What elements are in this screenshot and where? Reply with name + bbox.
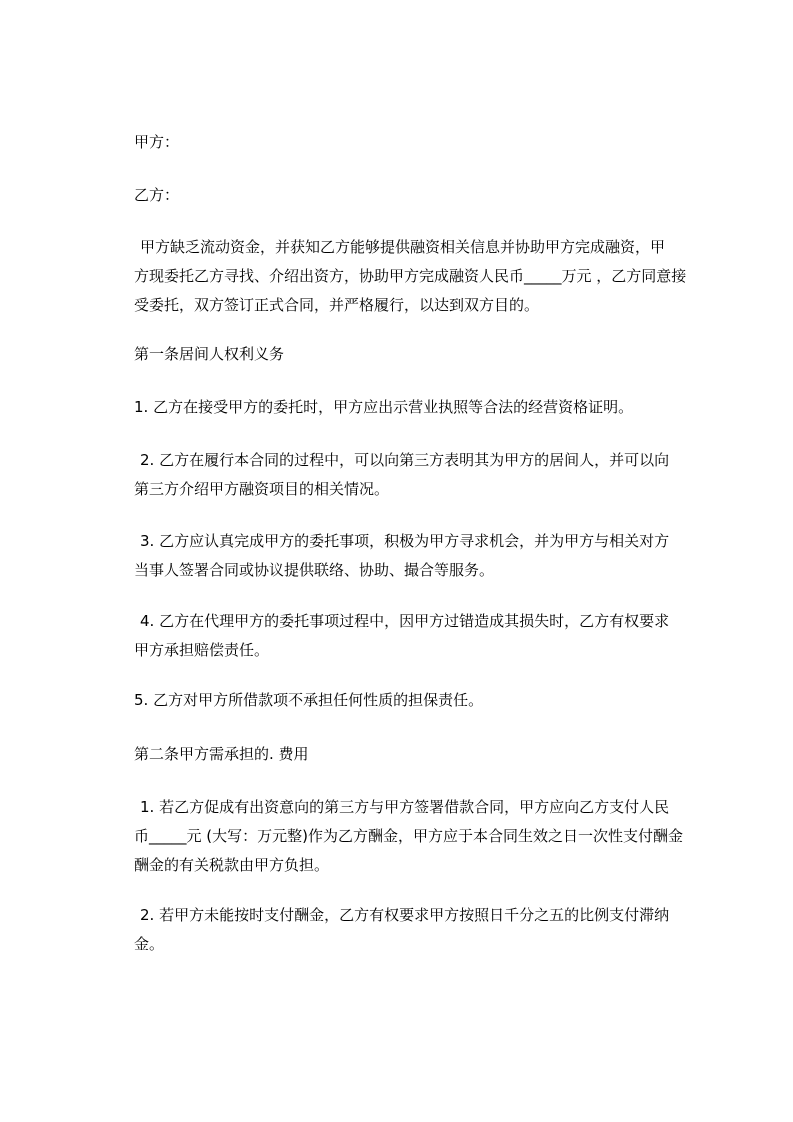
article-1-item-1 [134, 393, 700, 422]
clause-line: 甲方承担赔偿责任。 [134, 641, 270, 659]
clause-line: 2. 乙方在履行本合同的过程中，可以向第三方表明其为甲方的居间人，并可以向 [140, 451, 670, 469]
clause-line: 1. 乙方在接受甲方的委托时，甲方应出示营业执照等合法的经营资格证明。 [134, 398, 634, 416]
clause-line: 3. 乙方应认真完成甲方的委托事项，积极为甲方寻求机会，并为甲方与相关对方 [140, 532, 670, 550]
clause-line: 金。 [134, 935, 165, 953]
article-1-item-2 [134, 446, 700, 504]
clause-line: 5. 乙方对甲方所借款项不承担任何性质的担保责任。 [134, 691, 484, 709]
clause-line: 1. 若乙方促成有出资意向的第三方与甲方签署借款合同，甲方应向乙方支付人民 [140, 798, 670, 816]
clause-line: 币_____元 (大写：万元整)作为乙方酬金，甲方应于本合同生效之日一次性支付酬金 [134, 827, 683, 845]
article-2-item-2 [134, 901, 700, 959]
intro-line: 甲方缺乏流动资金，并获知乙方能够提供融资相关信息并协助甲方完成融资，甲 [140, 238, 666, 256]
article-1-item-5 [134, 686, 700, 715]
article-1-item-3 [134, 527, 700, 585]
clause-line: 当事人签署合同或协议提供联络、协助、撮合等服务。 [134, 561, 495, 579]
intro-line: 方现委托乙方寻找、介绍出资方，协助甲方完成融资人民币_____万元 ，乙方同意接 [134, 267, 687, 285]
article-1-title: 第一条居间人权利义务 [134, 345, 285, 363]
clause-line: 酬金的有关税款由甲方负担。 [134, 856, 330, 874]
intro-line: 受委托，双方签订正式合同，并严格履行，以达到双方目的。 [134, 296, 540, 314]
party-b-label: 乙方： [134, 186, 180, 204]
intro-paragraph [134, 233, 700, 320]
clause-line: 2. 若甲方未能按时支付酬金，乙方有权要求甲方按照日千分之五的比例支付滞纳 [140, 906, 670, 924]
article-2-title: 第二条甲方需承担的. 费用 [134, 745, 309, 763]
clause-line: 4. 乙方在代理甲方的委托事项过程中，因甲方过错造成其损失时，乙方有权要求 [140, 612, 670, 630]
party-a-label: 甲方： [134, 133, 180, 151]
article-2-item-1 [134, 793, 700, 880]
clause-line: 第三方介绍甲方融资项目的相关情况。 [134, 480, 390, 498]
article-1-item-4 [134, 607, 700, 665]
